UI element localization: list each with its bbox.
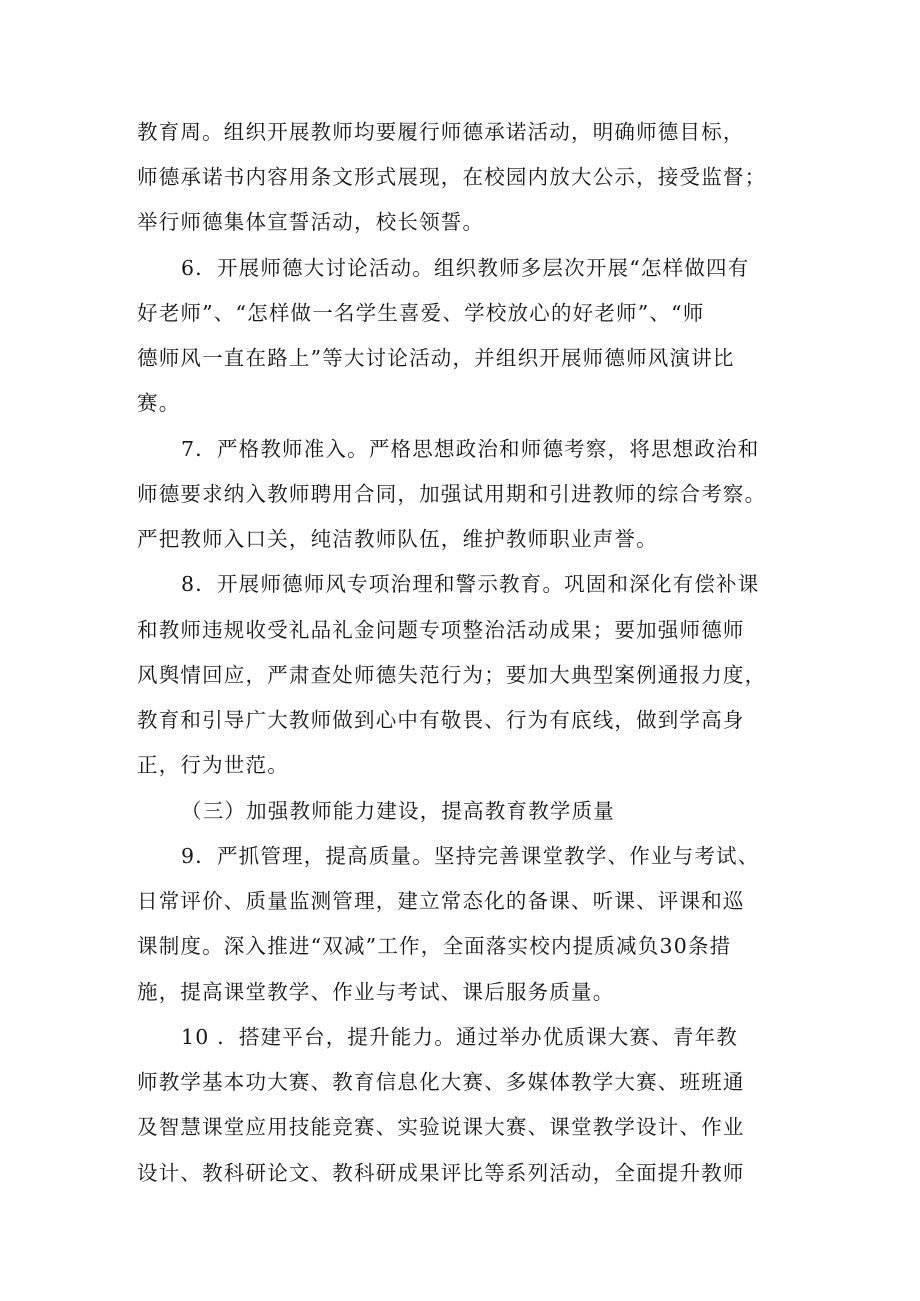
text-line: 教育周。组织开展教师均要履行师德承诺活动，明确师德目标，	[137, 120, 745, 144]
section-heading: （三）加强教师能力建设，提高教育教学质量	[181, 799, 615, 823]
text-line: 赛。	[137, 391, 181, 415]
text-line: 德师风一直在路上”等大讨论活动，并组织开展师德师风演讲比	[137, 346, 735, 370]
text-line: 10 ．搭建平台，提升能力。通过举办优质课大赛、青年教	[181, 1025, 739, 1049]
text-line: 严把教师入口关，纯洁教师队伍，维护教师职业声誉。	[137, 527, 658, 551]
text-line: 教育和引导广大教师做到心中有敬畏、行为有底线，做到学高身	[137, 708, 745, 732]
text-line: 师教学基本功大赛、教育信息化大赛、多媒体教学大赛、班班通	[137, 1070, 745, 1094]
text-line: 举行师德集体宣誓活动，校长领誓。	[137, 210, 485, 234]
text-line: 和教师违规收受礼品礼金问题专项整治活动成果；要加强师德师	[137, 618, 745, 642]
text-line: 课制度。深入推进“双减”工作，全面落实校内提质减负30条措	[137, 934, 732, 958]
text-line: 9．严抓管理，提高质量。坚持完善课堂教学、作业与考试、	[181, 844, 760, 868]
text-line: 施，提高课堂教学、作业与考试、课后服务质量。	[137, 980, 615, 1004]
text-line: 正，行为世范。	[137, 753, 289, 777]
text-line: 及智慧课堂应用技能竞赛、实验说课大赛、课堂教学设计、作业	[137, 1115, 745, 1139]
text-line: 日常评价、质量监测管理，建立常态化的备课、听课、评课和巡	[137, 889, 745, 913]
text-line: 好老师”、“怎样做一名学生喜爱、学校放心的好老师”、“师	[137, 301, 705, 325]
text-line: 风舆情回应，严肃查处师德失范行为；要加大典型案例通报力度，	[137, 663, 767, 687]
text-line: 设计、教科研论文、教科研成果评比等系列活动，全面提升教师	[137, 1161, 745, 1185]
text-line: 6．开展师德大讨论活动。组织教师多层次开展“怎样做四有	[181, 256, 750, 280]
text-line: 师德承诺书内容用条文形式展现，在校园内放大公示，接受监督；	[137, 165, 767, 189]
text-line: 7．严格教师准入。严格思想政治和师德考察，将思想政治和	[181, 437, 760, 461]
text-line: 师德要求纳入教师聘用合同，加强试用期和引进教师的综合考察。	[137, 482, 767, 506]
text-line: 8．开展师德师风专项治理和警示教育。巩固和深化有偿补课	[181, 572, 760, 596]
